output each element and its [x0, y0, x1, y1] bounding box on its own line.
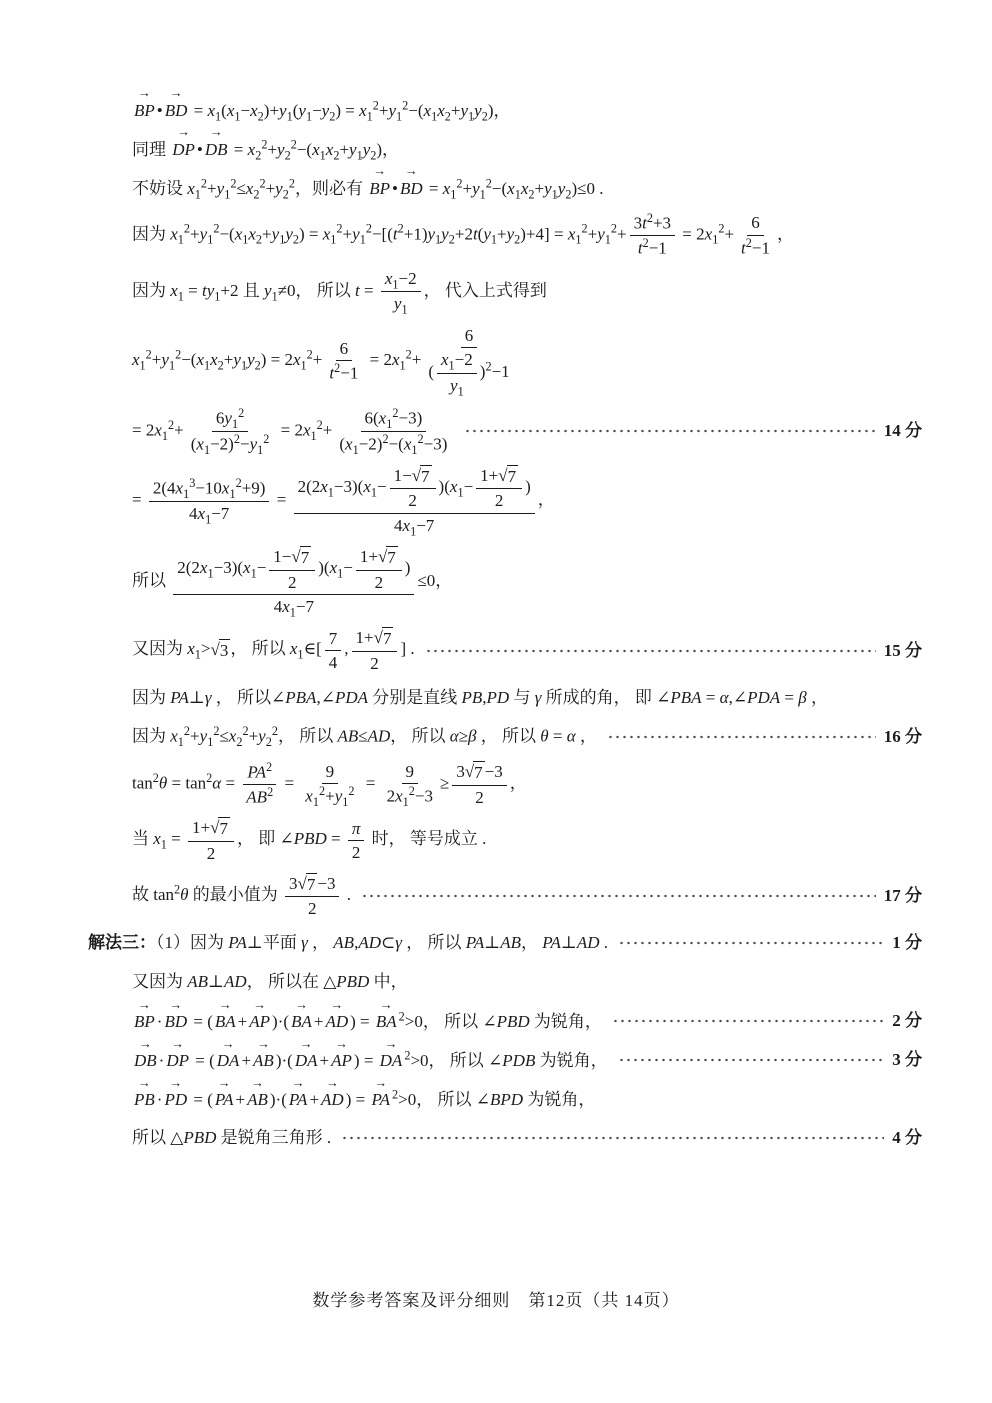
score-marker: 1 分	[892, 933, 922, 953]
math-expression: 不妨设 $x_1^2+y_1^2\le x_2^2+y_2^2$，则必有 BP → • BD → = $x_1^2+y_1^2-(x_1x_2+y_1y_2)\le 0$ .	[132, 176, 603, 201]
math-expression: DB → · DP → = ( DA → + AB → )·( DA → + AP → ) = DA → $^2$>0， 所以 ∠PDB 为锐角，	[132, 1048, 608, 1072]
math-expression: = $2x_1^2+$ $\frac{6y_1^2}{(x_1-2)^2-y_1^2}$ = $2x_1^2+$ $\frac{6(x_1^2-3)}{(x_1-2)^2-(x_1^2-3)}$	[132, 405, 448, 457]
math-line	[132, 173, 922, 203]
math-line	[132, 1006, 922, 1036]
math-expression: BP → • BD → = $x_1(x_1-x_2)+y_1(y_1-y_2) = x_1^2+y_1^2-(x_1x_2+y_1y_2)$，	[132, 98, 511, 123]
math-expression: = $\frac{2(4x_1^3-10x_1^2+9)}{4x_1-7}$ = $2(2x_1-3)(x_1-$ 1− √ 7 2 )($x_1-$ 1+ √ 7 2 ) $4x_1-7$ ，	[132, 466, 555, 539]
math-line	[132, 683, 922, 713]
math-line	[132, 817, 922, 864]
score-marker: 17 分	[883, 886, 922, 906]
page-footer	[0, 1286, 992, 1311]
math-line	[132, 761, 922, 809]
score-marker: 3 分	[892, 1050, 922, 1070]
math-line	[132, 1045, 922, 1075]
dotted-leader	[618, 939, 884, 947]
math-line	[132, 1084, 922, 1114]
math-line	[132, 95, 922, 125]
dotted-leader	[612, 1017, 884, 1025]
footer-text: 数学参考答案及评分细则 第12页（共 14页）	[312, 1291, 680, 1310]
score-marker: 2 分	[892, 1011, 922, 1031]
math-expression: 故 $\tan^2\theta$ 的最小值为 3 √ 7 −3 2 .	[132, 873, 351, 919]
score-marker: 4 分	[892, 1128, 922, 1148]
dotted-leader	[607, 733, 876, 741]
math-expression: 同理 DP → • DB → = $x_2^2+y_2^2-(x_1x_2+y_1y_2)$，	[132, 137, 399, 162]
math-line	[132, 627, 922, 674]
math-line	[132, 873, 922, 920]
math-line	[132, 268, 922, 316]
math-expression: 又因为 AB⊥AD， 所以在 △PBD 中，	[132, 972, 408, 992]
math-expression: 因为 PA⊥γ ， 所以∠PBA,∠PDA 分别是直线 PB,PD 与 γ 所成的角， 即 ∠PBA = α,∠PDA = β ，	[132, 687, 828, 707]
math-expression: PB → · PD → = ( PA → + AB → )·( PA → + AD → ) = PA → $^2$>0， 所以 ∠BPD 为锐角，	[132, 1087, 595, 1111]
math-expression: $x_1^2+y_1^2-(x_1x_2+y_1y_2) = 2x_1^2+$ $\frac{6}{t^2-1}$ = $2x_1^2+$ 6 ( $\frac{x_1-2}{y_1}$ )$^2$−1	[132, 326, 510, 399]
math-line	[132, 546, 922, 618]
dotted-leader	[425, 647, 876, 655]
math-expression: 因为 $x_1^2+y_1^2-(x_1x_2+y_1y_2) = x_1^2+y_1^2-[(t^2+1)y_1y_2+2t(y_1+y_2)+4] = x_1^2+y_1^2+$ $\frac{3t^2+3}{t^2-1}$ = $2x_1^2+$ $\frac{6}{t^2-1}$ ，	[132, 211, 794, 258]
math-line	[132, 325, 922, 398]
math-expression: 解法三：（1）因为 PA⊥平面 γ ， AB,AD⊂γ ， 所以 PA⊥AB， PA⊥AD .	[88, 933, 609, 953]
score-marker: 15 分	[883, 640, 922, 660]
math-expression: BP → · BD → = ( BA → + AP → )·( BA → + AD → ) = BA → $^2$>0， 所以 ∠PBD 为锐角，	[132, 1009, 602, 1033]
math-line	[132, 967, 922, 997]
math-line	[132, 134, 922, 164]
math-expression: 因为 $x_1 = ty_1+2$ 且 $y_1\ne 0$， 所以 t = $\frac{x_1-2}{y_1}$ ， 代入上式得到	[132, 268, 547, 317]
score-marker: 14 分	[883, 421, 922, 441]
math-expression: 因为 $x_1^2+y_1^2\le x_2^2+y_2^2$， 所以 AB≤AD， 所以 α≥β ， 所以 θ = α ，	[132, 724, 597, 750]
score-marker: 16 分	[883, 726, 922, 746]
math-line	[132, 212, 922, 259]
dotted-leader	[618, 1056, 885, 1064]
math-expression: 又因为 $x_1>$ √ 3 ， 所以 $x_1\in$[ $\frac{7}{4}$ , 1+ √ 7 2 ] .	[132, 628, 415, 673]
dotted-leader	[464, 427, 875, 435]
math-expression: $\tan^2\theta = \tan^2\alpha$ = $\frac{PA^2}{AB^2}$ = $\frac{9}{x_1^2+y_1^2}$ = $\frac{9}{2x_1^2-3}$ ≥ 3 √ 7 −3 2 ，	[132, 760, 527, 810]
dotted-leader	[361, 892, 876, 900]
math-line	[88, 928, 922, 958]
math-line	[132, 407, 922, 457]
math-expression: 所以 △PBD 是锐角三角形 .	[132, 1128, 332, 1148]
dotted-leader	[341, 1134, 884, 1142]
math-line	[132, 465, 922, 537]
math-line	[132, 722, 922, 752]
math-line	[132, 1123, 922, 1153]
math-expression: 当 $x_1$ = 1+ √ 7 2 ， 即 ∠PBD = $\frac{\pi}{2}$ 时， 等号成立 .	[132, 818, 487, 863]
math-expression: 所以 $2(2x_1-3)(x_1-$ 1− √ 7 2 )($x_1-$ 1+ √ 7 2 ) $4x_1-7$ ≤0，	[132, 547, 453, 620]
